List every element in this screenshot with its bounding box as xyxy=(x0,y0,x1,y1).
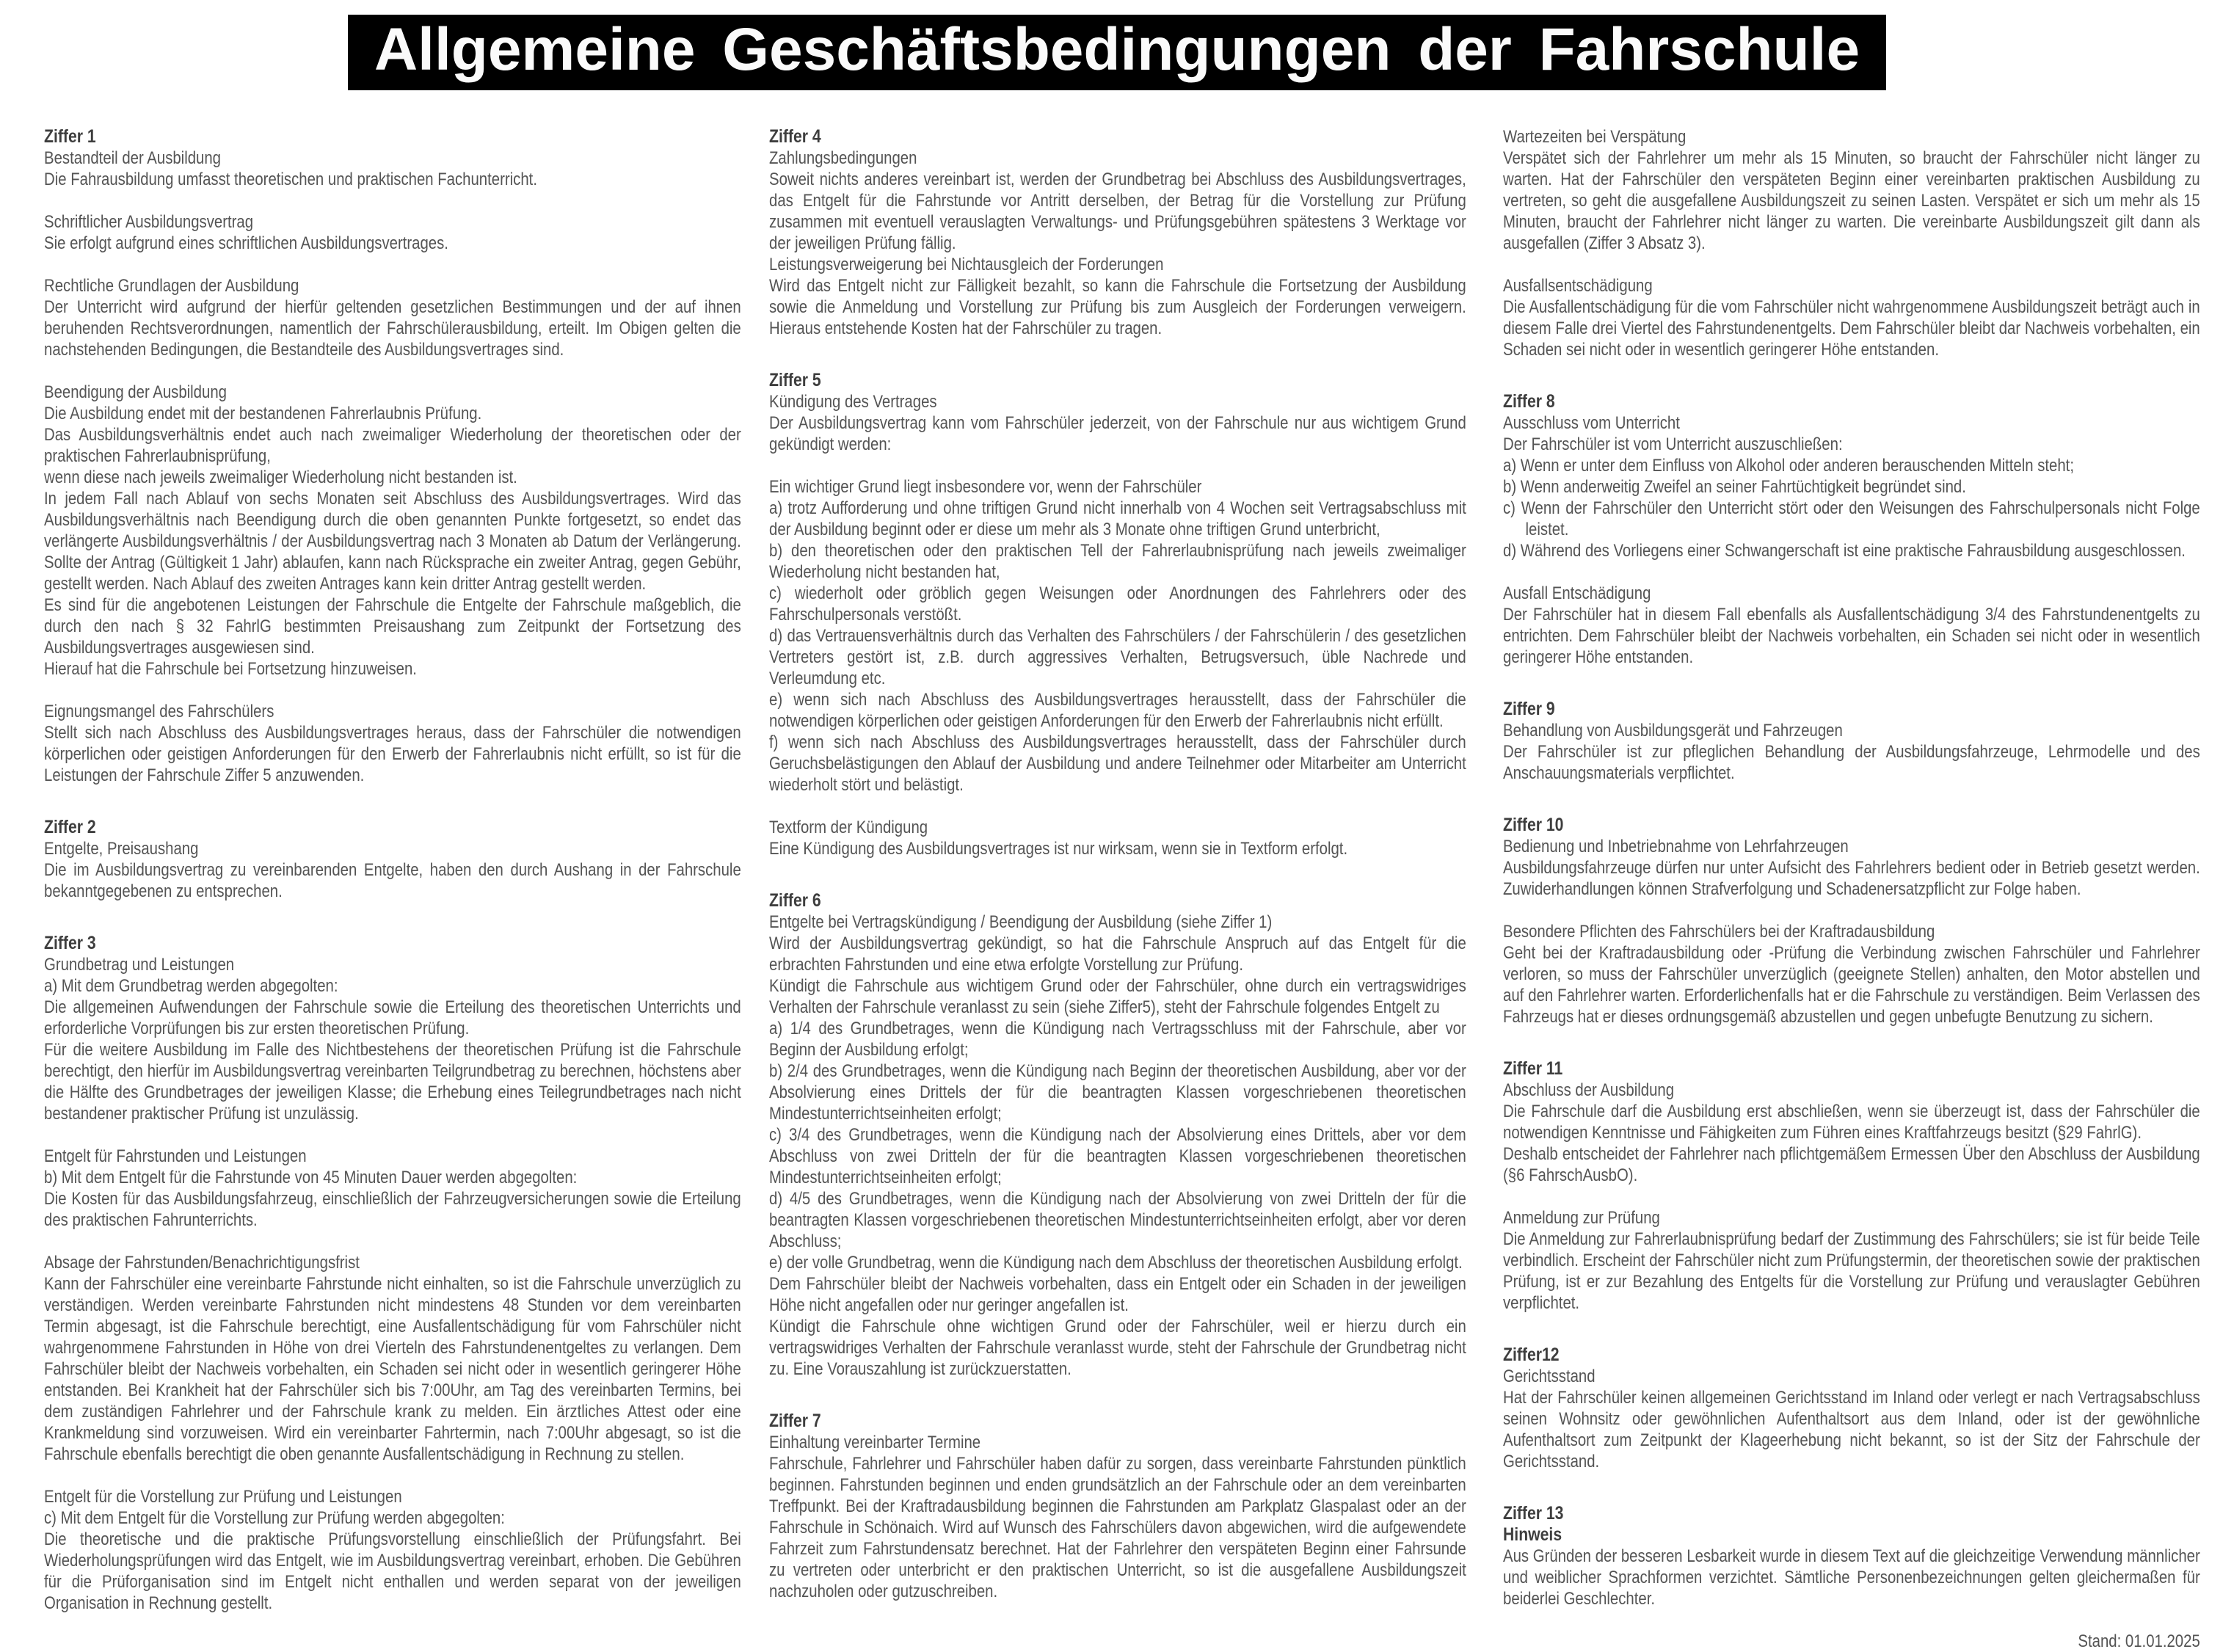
sub-heading: Entgelt für die Vorstellung zur Prüfung und Leistungen xyxy=(44,1487,402,1507)
paragraph: f) wenn sich nach Abschluss des Ausbildungsvertrages herausstellt, dass der Fahrschüler durch Geruchsbelästigungen den Ablauf der Ausbildung und andere Teilnehmer oder Mitarbeiter am Unterricht wiederholt stört und belästigt. xyxy=(769,732,1466,795)
spacer xyxy=(44,360,741,382)
paragraph: a) 1/4 des Grundbetrages, wenn die Kündigung nach Vertragsschluss mit der Fahrschule, aber vor Beginn der Ausbildung erfolgt; xyxy=(769,1019,1466,1060)
paragraph: Deshalb entscheidet der Fahrlehrer nach pflichtgemäßem Ermessen Über den Abschluss der Ausbildung (§6 FahrschAusbO). xyxy=(1503,1144,2200,1185)
spacer xyxy=(769,796,1466,817)
paragraph: Der Fahrschüler ist zur pfleglichen Behandlung der Ausbildungsfahrzeuge, Lehrmodelle und des Anschauungsmaterials verpflichtet. xyxy=(1503,742,2200,783)
paragraph: Die Ausfallentschädigung für die vom Fahrschüler nicht wahrgenommene Ausbildungszeit beträgt auch in diesem Falle drei Viertel des Fahrstundenentgelts. Dem Fahrschüler bleibt dar Nachweis vorbehalten, ein Schaden sei nicht oder in wesentlich geringerer Höhe entstanden. xyxy=(1503,297,2200,360)
paragraph: Das Ausbildungsverhältnis endet auch nach zweimaliger Wiederholung der theoretischen oder der praktischen Fahrerlaubnisprüfung, xyxy=(44,425,741,466)
spacer xyxy=(769,1380,1466,1411)
spacer xyxy=(44,1124,741,1146)
paragraph: Verspätet sich der Fahrlehrer um mehr als 15 Minuten, so braucht der Fahrschüler nicht länger zu warten. Hat der Fahrschüler den verspäteten Beginn einer vereinbarten praktischen Ausbildung zu vertreten, so geht die ausgefallene Ausbildungszeit zu seinen Lasten. Verspätet er sich um mehr als 15 Minuten, braucht der Fahrlehrer nicht länger zu warten. Die vereinbarte Ausbildungszeit gilt dann als ausgefallen (Ziffer 3 Absatz 3). xyxy=(1503,148,2200,253)
section-heading: Ziffer 13 xyxy=(1503,1503,1564,1524)
spacer xyxy=(1503,1314,2200,1344)
paragraph: Der Fahrschüler ist vom Unterricht auszuschließen: xyxy=(1503,434,1843,454)
column xyxy=(769,126,1466,1602)
paragraph: Kündigt die Fahrschule aus wichtigem Grund oder der Fahrschüler, ohne durch ein vertragswidriges Verhalten der Fahrschule veranlasst zu sein (siehe Ziffer5), steht der Fahrschule folgendes Entgelt zu xyxy=(769,976,1466,1017)
section-heading: Ziffer 8 xyxy=(1503,391,1555,412)
sub-heading: Bestandteil der Ausbildung xyxy=(44,148,222,168)
paragraph: Dem Fahrschüler bleibt der Nachweis vorbehalten, dass ein Entgelt oder ein Schaden in der jeweiligen Höhe nicht angefallen oder nur geringer angefallen ist. xyxy=(769,1274,1466,1315)
paragraph: Die Ausbildung endet mit der bestandenen Fahrerlaubnis Prüfung. xyxy=(44,404,482,423)
paragraph: Der Fahrschüler hat in diesem Fall ebenfalls als Ausfallentschädigung 3/4 des Fahrstundenentgelts zu entrichten. Dem Fahrschüler bleibt der Nachweis vorbehalten, ein Schaden sei nicht oder in wesentlich geringerer Höhe entstanden. xyxy=(1503,605,2200,667)
paragraph: Ausbildungsfahrzeuge dürfen nur unter Aufsicht des Fahrlehrers bedient oder in Betrieb gesetzt werden. Zuwiderhandlungen können Strafverfolgung und Schadenersatzpflicht zur Folge haben. xyxy=(1503,858,2200,899)
sub-heading: Wartezeiten bei Verspätung xyxy=(1503,127,1687,147)
paragraph: Die allgemeinen Aufwendungen der Fahrschule sowie die Erteilung des theoretischen Unterrichts und erforderliche Vorprüfungen bis zur ersten theoretischen Prüfung. xyxy=(44,997,741,1038)
spacer xyxy=(1503,1186,2200,1207)
section-heading: Ziffer 2 xyxy=(44,817,96,837)
sub-heading: Beendigung der Ausbildung xyxy=(44,382,227,402)
paragraph: Soweit nichts anderes vereinbart ist, werden der Grundbetrag bei Abschluss des Ausbildungsvertrages, das Entgelt für die Fahrstunde vor Antritt derselben, der Betrag für die Vorstellung zur Prüfung zusammen mit eventuell verauslagten Verwaltungs- und Prüfungsgebühren spätestens 3 Werktage vor der jeweiligen Prüfung fällig. xyxy=(769,170,1466,253)
spacer xyxy=(1503,254,2200,275)
list-item: c) Wenn der Fahrschüler den Unterricht stört oder den Weisungen des Fahrschulpersonals nicht Folge leistet. xyxy=(1503,498,2200,539)
spacer xyxy=(1503,900,2200,921)
sub-heading: Leistungsverweigerung bei Nichtausgleich der Forderungen xyxy=(769,255,1164,274)
section-heading: Ziffer12 xyxy=(1503,1344,1560,1365)
paragraph: Die Fahrausbildung umfasst theoretischen und praktischen Fachunterricht. xyxy=(44,170,537,189)
spacer xyxy=(769,859,1466,890)
spacer xyxy=(1503,1472,2200,1503)
paragraph: a) trotz Aufforderung und ohne triftigen Grund nicht innerhalb von 4 Wochen seit Vertragsabschluss mit der Ausbildung beginnt oder er diese um mehr als 3 Monate ohne triftigen Grund unterbricht, xyxy=(769,498,1466,539)
list-item: d) Während des Vorliegens einer Schwangerschaft ist eine praktische Fahrausbildung ausgeschlossen. xyxy=(1503,541,2186,561)
spacer xyxy=(44,786,741,817)
spacer xyxy=(44,902,741,933)
paragraph: b) 2/4 des Grundbetrages, wenn die Kündigung nach Beginn der theoretischen Ausbildung, aber vor der Absolvierung eines Drittels der für die beantragten Klassen vorgeschriebenen theoretischen Mindestunterrichtseinheiten erfolgt; xyxy=(769,1061,1466,1124)
sub-heading: Eignungsmangel des Fahrschülers xyxy=(44,702,274,721)
paragraph: wenn diese nach jeweils zweimaliger Wiederholung nicht bestanden ist. xyxy=(44,467,517,487)
paragraph: Die Anmeldung zur Fahrerlaubnisprüfung bedarf der Zustimmung des Fahrschülers; sie ist für beide Teile verbindlich. Erscheint der Fahrschüler nicht zum Prüfungstermin, der theoretischen sowie der praktischen Prüfung, ist er zur Bezahlung des Entgelts für die Vorstellung zur Prüfung und verauslagter Gebühren verpflichtet. xyxy=(1503,1229,2200,1313)
paragraph: Eine Kündigung des Ausbildungsvertrages ist nur wirksam, wenn sie in Textform erfolgt. xyxy=(769,839,1348,859)
sub-heading: Gerichtsstand xyxy=(1503,1367,1596,1386)
paragraph: Hat der Fahrschüler keinen allgemeinen Gerichtsstand im Inland oder verlegt er nach Vertragsabschluss seinen Wohnsitz oder gewöhnlichen Aufenthaltsort aus dem Inland, oder ist der gewöhnliche Aufenthaltsort zum Zeitpunkt der Klageerhebung nicht bekannt, so ist der Sitz der Fahrschule der Gerichtsstand. xyxy=(1503,1388,2200,1471)
spacer xyxy=(1503,561,2200,583)
title-bar-wrap xyxy=(0,0,2234,90)
paragraph: Der Unterricht wird aufgrund der hierfür geltenden gesetzlichen Bestimmungen und der auf ihnen beruhenden Rechtsverordnungen, namentlich der Fahrschülerausbildung, erteilt. Im Obigen gelten die nachstehenden Bedingungen, die Bestandteile des Ausbildungsvertrages sind. xyxy=(44,297,741,360)
sub-heading: Kündigung des Vertrages xyxy=(769,392,937,412)
paragraph: d) das Vertrauensverhältnis durch das Verhalten des Fahrschülers / der Fahrschülerin / des gesetzlichen Vertreters gestört ist, z.B. durch aggressives Verhalten, Betrugsversuch, üble Nachrede und Verleumdung etc. xyxy=(769,626,1466,688)
paragraph: Fahrschule, Fahrlehrer und Fahrschüler haben dafür zu sorgen, dass vereinbarte Fahrstunden pünktlich beginnen. Fahrstunden beginnen und enden grundsätzlich an der Fahrschule oder an dem vereinbarten Treffpunkt. Bei der Kraftradausbildung beginnen die Fahrstunden am Parkplatz Glaspalast oder an der Fahrschule in Schönaich. Wird auf Wunsch des Fahrschülers davon abgewichen, wird die aufgewendete Fahrzeit zum Fahrstundensatz berechnet. Hat der Fahrlehrer den verspäteten Beginn einer Fahrsunde zu vertreten oder unterbricht er den praktischen Unterricht, so ist die ausgefallene Ausbildungszeit nachzuholen oder gutzuschreiben. xyxy=(769,1454,1466,1601)
paragraph: Ein wichtiger Grund liegt insbesondere vor, wenn der Fahrschüler xyxy=(769,477,1202,497)
sub-heading: Ausfallsentschädigung xyxy=(1503,276,1653,296)
spacer xyxy=(1503,1609,2200,1631)
sub-heading: Bedienung und Inbetriebnahme von Lehrfahrzeugen xyxy=(1503,837,1849,856)
section-heading: Ziffer 10 xyxy=(1503,815,1564,835)
paragraph: Die Fahrschule darf die Ausbildung erst abschließen, wenn sie überzeugt ist, dass der Fahrschüler die notwendigen Kenntnisse und Fähigkeiten zum Führen eines Kraftfahrzeugs besitzt (§29 FahrlG). xyxy=(1503,1102,2200,1143)
paragraph: Die theoretische und die praktische Prüfungsvorstellung einschließlich der Prüfungsfahrt. Bei Wiederholungsprüfungen wird das Entgelt, wie im Ausbildungsvertrag vereinbart, erhoben. Die Gebühren für die Prüforganisation sind im Entgelt nicht enthallen und werden separat von der jeweiligen Organisation in Rechnung gestellt. xyxy=(44,1529,741,1613)
paragraph: d) 4/5 des Grundbetrages, wenn die Kündigung nach der Absolvierung von zwei Dritteln der für die beantragten Klassen vorgeschriebenen theoretischen Mindestunterrichtseinheiten erfolgt, aber vor deren Abschluss; xyxy=(769,1189,1466,1251)
section-heading: Ziffer 9 xyxy=(1503,699,1555,719)
paragraph: Hierauf hat die Fahrschule bei Fortsetzung hinzuweisen. xyxy=(44,659,417,679)
sub-heading: Entgelte bei Vertragskündigung / Beendigung der Ausbildung (siehe Ziffer 1) xyxy=(769,912,1273,932)
paragraph: Der Ausbildungsvertrag kann vom Fahrschüler jederzeit, von der Fahrschule nur aus wichtigem Grund gekündigt werden: xyxy=(769,413,1466,454)
paragraph: b) den theoretischen oder den praktischen Tell der Fahrerlaubnisprüfung nach jeweils zweimaliger Wiederholung nicht bestanden hat, xyxy=(769,541,1466,582)
section-heading: Ziffer 7 xyxy=(769,1411,821,1431)
paragraph: e) wenn sich nach Abschluss des Ausbildungsvertrages herausstellt, dass der Fahrschüler die notwendigen körperlichen oder geistigen Anforderungen für den Erwerb der Fahrerlaubnis nicht erfüllt. xyxy=(769,690,1466,731)
paragraph: c) Mit dem Entgelt für die Vorstellung zur Prüfung werden abgegolten: xyxy=(44,1508,505,1528)
paragraph: Wird der Ausbildungsvertrag gekündigt, so hat die Fahrschule Anspruch auf das Entgelt für die erbrachten Fahrstunden und eine etwa erfolgte Vorstellung zur Prüfung. xyxy=(769,934,1466,975)
spacer xyxy=(1503,1027,2200,1058)
sub-heading: Absage der Fahrstunden/Benachrichtigungsfrist xyxy=(44,1253,360,1273)
section-heading: Ziffer 5 xyxy=(769,370,821,390)
sub-heading: Ausschluss vom Unterricht xyxy=(1503,413,1680,433)
sub-heading: Zahlungsbedingungen xyxy=(769,148,917,168)
spacer xyxy=(44,1231,741,1252)
section-heading: Ziffer 6 xyxy=(769,890,821,911)
paragraph: Wird das Entgelt nicht zur Fälligkeit bezahlt, so kann die Fahrschule die Fortsetzung der Ausbildung sowie die Anmeldung und Vorstellung zur Prüfung bis zum Ausgleich der Forderungen verweigern. Hieraus entstehende Kosten hat der Fahrschüler zu tragen. xyxy=(769,276,1466,338)
sub-heading: Einhaltung vereinbarter Termine xyxy=(769,1433,981,1452)
paragraph: Für die weitere Ausbildung im Falle des Nichtbestehens der theoretischen Prüfung ist die Fahrschule berechtigt, den hierfür im Ausbildungsvertrag vereinbarten Teilgrundbetrag zu berechnen, höchstens aber die Hälfte des Grundbetrages der jeweiligen Klasse; die Erhebung eines Teilegrundbetrages nach nicht bestandener praktischer Prüfung ist unzulässig. xyxy=(44,1040,741,1124)
section-heading: Ziffer 3 xyxy=(44,933,96,953)
paragraph: Kann der Fahrschüler eine vereinbarte Fahrstunde nicht einhalten, so ist die Fahrschule unverzüglich zu verständigen. Werden vereinbarte Fahrstunden nicht mindestens 48 Stunden vor dem vereinbarten Termin abgesagt, ist die Fahrschule berechtigt, eine Ausfallentschädigung für vom Fahrschüler nicht wahrgenommene Fahrstunden in Höhe von drei Vierteln des Fahrstundenentgeltes zu verlangen. Dem Fahrschüler bleibt der Nachweis vorbehalten, ein Schaden sei nicht oder in wesentlich geringerer Höhe entstanden. Bei Krankheit hat der Fahrschüler sich bis 7:00Uhr, am Tag des vereinbarten Termins, bei dem zuständigen Fahrlehrer und der Fahrschule krank zu melden. Ein ärztliches Attest oder eine Krankmeldung sind vorzuweisen. Wird ein vereinbarter Fahrtermin, nach 7:00Uhr abgesagt, so ist die Fahrschule ebenfalls berechtigt die oben genannte Ausfallentschädigung in Rechnung zu stellen. xyxy=(44,1274,741,1464)
paragraph: b) Mit dem Entgelt für die Fahrstunde von 45 Minuten Dauer werden abgegolten: xyxy=(44,1168,578,1187)
column xyxy=(44,126,741,1614)
sub-heading: Grundbetrag und Leistungen xyxy=(44,955,235,975)
spacer xyxy=(769,339,1466,370)
paragraph: c) wiederholt oder gröblich gegen Weisungen oder Anordnungen des Fahrlehrers oder des Fahrschulpersonals verstößt. xyxy=(769,583,1466,625)
stand-note: Stand: 01.01.2025 xyxy=(2078,1631,2200,1651)
paragraph: Sie erfolgt aufgrund eines schriftlichen Ausbildungsvertrages. xyxy=(44,233,448,253)
paragraph: Aus Gründen der besseren Lesbarkeit wurde in diesem Text auf die gleichzeitige Verwendung männlicher und weiblicher Sprachformen verzichtet. Sämtliche Personenbezeichnungen gelten gleichermaßen für beiderlei Geschlechter. xyxy=(1503,1546,2200,1609)
spacer xyxy=(1503,668,2200,699)
sub-heading: Entgelt für Fahrstunden und Leistungen xyxy=(44,1146,307,1166)
section-heading: Ziffer 1 xyxy=(44,126,96,147)
paragraph: e) der volle Grundbetrag, wenn die Kündigung nach dem Abschluss der theoretischen Ausbildung erfolgt. xyxy=(769,1253,1463,1273)
sub-heading: Ausfall Entschädigung xyxy=(1503,583,1651,603)
sub-heading: Behandlung von Ausbildungsgerät und Fahrzeugen xyxy=(1503,721,1843,741)
paragraph: Kündigt die Fahrschule ohne wichtigen Grund oder der Fahrschüler, weil er hierzu durch ein vertragswidriges Verhalten der Fahrschule veranlasst wurde, steht der Fahrschule der Grundbetrag nicht zu. Eine Vorauszahlung ist zurückzuerstatten. xyxy=(769,1317,1466,1379)
spacer xyxy=(1503,784,2200,815)
paragraph: Stellt sich nach Abschluss des Ausbildungsvertrages heraus, dass der Fahrschüler die notwendigen körperlichen oder geistigen Anforderungen für den Erwerb der Fahrerlaubnis nicht erfüllt, so ist für die Leistungen der Fahrschule Ziffer 5 anzuwenden. xyxy=(44,723,741,785)
section-heading: Ziffer 4 xyxy=(769,126,821,147)
sub-heading: Anmeldung zur Prüfung xyxy=(1503,1208,1660,1228)
spacer xyxy=(769,455,1466,476)
paragraph: Es sind für die angebotenen Leistungen der Fahrschule die Entgelte der Fahrschule maßgeblich, die durch den nach § 32 FahrlG bestimmten Preisaushang zum Zeitpunkt der Fortsetzung des Ausbildungsvertrages ausgewiesen sind. xyxy=(44,595,741,658)
paragraph: Die im Ausbildungsvertrag zu vereinbarenden Entgelte, haben den durch Aushang in der Fahrschule bekanntgegebenen zu entsprechen. xyxy=(44,860,741,901)
sub-heading: Entgelte, Preisaushang xyxy=(44,839,199,859)
spacer xyxy=(44,680,741,701)
paragraph: In jedem Fall nach Ablauf von sechs Monaten seit Abschluss des Ausbildungsvertrages. Wird das Ausbildungsverhältnis nach Beendigung durch die oben genannten Punkte fortgesetzt, so endet das verlängerte Ausbildungsverhältnis / der Ausbildungsvertrag nach 3 Monaten ab Datum der Verlängerung. Sollte der Antrag (Gültigkeit 1 Jahr) ablaufen, kann nach Rücksprache ein zweiter Antrag, gegen Gebühr, gestellt werden. Nach Ablauf des zweiten Antrages kann kein dritter Antrag gestellt werden. xyxy=(44,489,741,594)
sub-heading: Schriftlicher Ausbildungsvertrag xyxy=(44,212,254,232)
spacer xyxy=(44,1465,741,1486)
spacer xyxy=(44,190,741,211)
section-heading: Ziffer 11 xyxy=(1503,1058,1563,1079)
page-title: Allgemeine Geschäftsbedingungen der Fahrschule xyxy=(374,16,1860,83)
spacer xyxy=(44,254,741,275)
paragraph: c) 3/4 des Grundbetrages, wenn die Kündigung nach der Absolvierung eines Drittels, aber vor dem Abschluss von zwei Dritteln der für die beantragten Klassen vorgeschriebenen theoretischen Mindestunterrichtseinheiten erfolgt; xyxy=(769,1125,1466,1187)
sub-heading: Besondere Pflichten des Fahrschülers bei der Kraftradausbildung xyxy=(1503,922,1935,942)
section-heading: Hinweis xyxy=(1503,1524,1562,1545)
column xyxy=(1503,126,2200,1652)
paragraph: Geht bei der Kraftradausbildung oder -Prüfung die Verbindung zwischen Fahrschüler und Fahrlehrer verloren, so muss der Fahrschüler unverzüglich (geeignete Stellen) anhalten, den Motor abstellen und auf den Fahrlehrer warten. Erforderlichenfalls hat er die Fahrschule zu verständigen. Beim Verlassen des Fahrzeugs hat er dieses ordnungsgemäß abzustellen und gegen unbefugte Benutzung zu sichern. xyxy=(1503,943,2200,1027)
paragraph: Die Kosten für das Ausbildungsfahrzeug, einschließlich der Fahrzeugversicherungen sowie die Erteilung des praktischen Fahrunterrichts. xyxy=(44,1189,741,1230)
list-item: b) Wenn anderweitig Zweifel an seiner Fahrtüchtigkeit begründet sind. xyxy=(1503,477,1966,497)
sub-heading: Textform der Kündigung xyxy=(769,818,928,837)
sub-heading: Rechtliche Grundlagen der Ausbildung xyxy=(44,276,299,296)
title-bar xyxy=(348,15,1886,90)
spacer xyxy=(1503,360,2200,391)
paragraph: a) Mit dem Grundbetrag werden abgegolten: xyxy=(44,976,338,996)
list-item: a) Wenn er unter dem Einfluss von Alkohol oder anderen berauschenden Mitteln steht; xyxy=(1503,456,2074,476)
sub-heading: Abschluss der Ausbildung xyxy=(1503,1080,1675,1100)
